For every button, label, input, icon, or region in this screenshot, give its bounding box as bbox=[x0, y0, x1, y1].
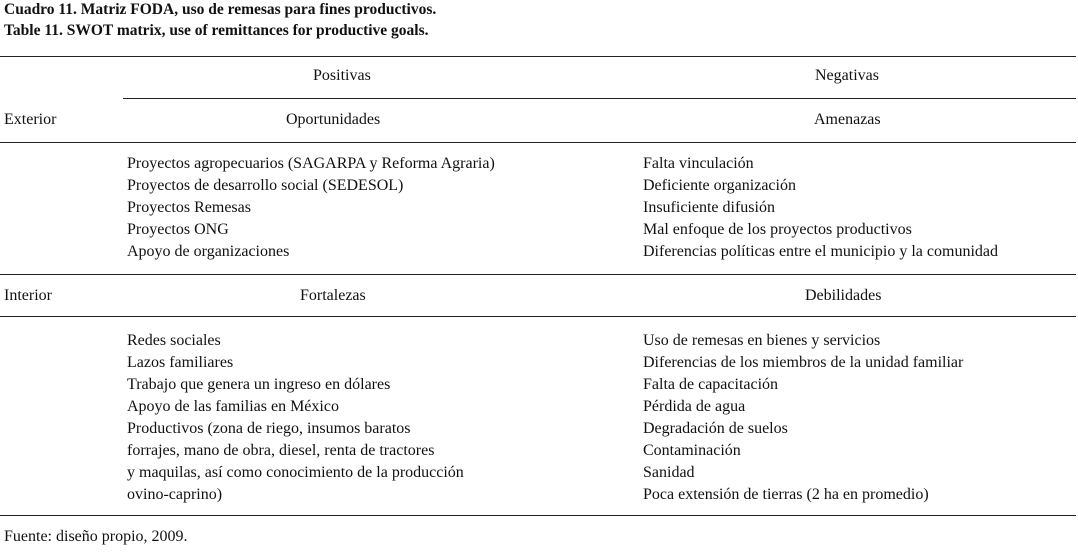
list-item: Apoyo de organizaciones bbox=[127, 243, 290, 260]
list-item: Poca extensión de tierras (2 ha en promedio) bbox=[643, 486, 929, 503]
opportunities-list bbox=[127, 153, 495, 263]
caption-english: Table 11. SWOT matrix, use of remittances for productive goals. bbox=[4, 22, 429, 39]
list-item: Diferencias políticas entre el municipio y la comunidad bbox=[643, 243, 998, 260]
list-item: Degradación de suelos bbox=[643, 420, 788, 437]
list-item: ovino-caprino) bbox=[127, 486, 223, 503]
header-positive: Positivas bbox=[313, 67, 371, 84]
list-item: Proyectos Remesas bbox=[127, 199, 251, 216]
caption-spanish: Cuadro 11. Matriz FODA, uso de remesas para fines productivos. bbox=[4, 1, 437, 18]
row-label-exterior: Exterior bbox=[4, 111, 57, 128]
list-item: Pérdida de agua bbox=[643, 398, 746, 415]
quadrant-threats: Amenazas bbox=[814, 111, 881, 128]
list-item: forrajes, mano de obra, diesel, renta de tractores bbox=[127, 442, 435, 459]
list-item: Proyectos ONG bbox=[127, 221, 229, 238]
list-item: Apoyo de las familias en México bbox=[127, 398, 339, 415]
list-item: Trabajo que genera un ingreso en dólares bbox=[127, 376, 391, 393]
list-item: Falta vinculación bbox=[643, 155, 754, 172]
quadrant-strengths: Fortalezas bbox=[300, 287, 366, 304]
row-label-interior: Interior bbox=[4, 287, 52, 304]
interior-top-rule bbox=[0, 274, 1076, 275]
list-item: Lazos familiares bbox=[127, 354, 234, 371]
top-rule bbox=[0, 56, 1076, 57]
list-item: Falta de capacitación bbox=[643, 376, 779, 393]
list-item: Insuficiente difusión bbox=[643, 199, 775, 216]
list-item: Sanidad bbox=[643, 464, 695, 481]
strengths-list bbox=[127, 330, 464, 506]
header-sub-rule bbox=[123, 98, 1076, 99]
list-item: Contaminación bbox=[643, 442, 741, 459]
quadrant-weaknesses: Debilidades bbox=[805, 287, 882, 304]
threats-list bbox=[643, 153, 998, 263]
list-item: Diferencias de los miembros de la unidad familiar bbox=[643, 354, 964, 371]
header-negative: Negativas bbox=[815, 67, 879, 84]
exterior-header-rule bbox=[0, 142, 1076, 143]
list-item: y maquilas, así como conocimiento de la producción bbox=[127, 464, 464, 481]
list-item: Productivos (zona de riego, insumos baratos bbox=[127, 420, 411, 437]
source-note: Fuente: diseño propio, 2009. bbox=[4, 528, 188, 545]
list-item: Mal enfoque de los proyectos productivos bbox=[643, 221, 912, 238]
weaknesses-list bbox=[643, 330, 963, 506]
list-item: Uso de remesas en bienes y servicios bbox=[643, 332, 881, 349]
quadrant-opportunities: Oportunidades bbox=[286, 111, 381, 128]
list-item: Redes sociales bbox=[127, 332, 221, 349]
list-item: Proyectos agropecuarios (SAGARPA y Reforma Agraria) bbox=[127, 155, 495, 172]
list-item: Deficiente organización bbox=[643, 177, 796, 194]
bottom-rule bbox=[0, 515, 1076, 516]
interior-header-rule bbox=[0, 316, 1076, 317]
list-item: Proyectos de desarrollo social (SEDESOL) bbox=[127, 177, 404, 194]
